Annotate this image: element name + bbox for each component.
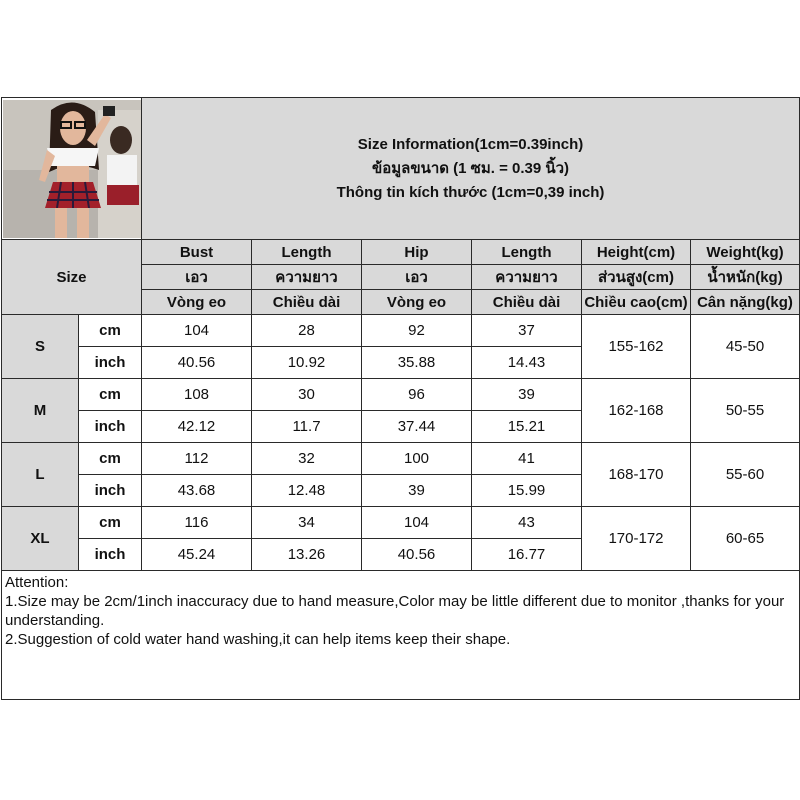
cell-length: 10.92	[252, 347, 362, 379]
size-name: M	[2, 379, 79, 443]
cell-weight: 45-50	[691, 315, 800, 379]
header-hip-vi: Vòng eo	[362, 290, 472, 315]
cell-height: 155-162	[582, 315, 691, 379]
attention-note-1: 1.Size may be 2cm/1inch inaccuracy due to hand measure,Color may be little different due to monitor ,thanks for your understanding.	[5, 593, 785, 629]
cell-length-2: 43	[472, 507, 582, 539]
cell-length: 11.7	[252, 411, 362, 443]
cell-height: 170-172	[582, 507, 691, 571]
cell-length: 28	[252, 315, 362, 347]
cell-hip: 104	[362, 507, 472, 539]
header-height-vi: Chiều cao(cm)	[582, 290, 691, 315]
unit-label: inch	[79, 347, 142, 379]
cell-length: 32	[252, 443, 362, 475]
cell-bust: 104	[142, 315, 252, 347]
cell-length-2: 14.43	[472, 347, 582, 379]
cell-bust: 45.24	[142, 539, 252, 571]
cell-length-2: 39	[472, 379, 582, 411]
cell-length-2: 15.21	[472, 411, 582, 443]
cell-length-2: 41	[472, 443, 582, 475]
cell-length: 12.48	[252, 475, 362, 507]
size-table	[1, 97, 800, 700]
size-header: Size	[2, 240, 142, 315]
header-weight-vi: Cân nặng(kg)	[691, 290, 800, 315]
header-hip: Hip	[362, 240, 472, 265]
cell-bust: 40.56	[142, 347, 252, 379]
table-row	[2, 443, 800, 475]
title-english: Size Information(1cm=0.39inch)	[357, 135, 584, 153]
header-length-2-thai: ความยาว	[472, 265, 582, 290]
table-row	[2, 315, 800, 347]
cell-bust: 42.12	[142, 411, 252, 443]
unit-label: inch	[79, 539, 142, 571]
cell-height: 162-168	[582, 379, 691, 443]
cell-weight: 50-55	[691, 379, 800, 443]
header-hip-thai: เอว	[362, 265, 472, 290]
header-height-thai: ส่วนสูง(cm)	[582, 265, 691, 290]
cell-hip: 40.56	[362, 539, 472, 571]
cell-height: 168-170	[582, 443, 691, 507]
cell-length-2: 37	[472, 315, 582, 347]
header-length-vi: Chiều dài	[252, 290, 362, 315]
cell-weight: 55-60	[691, 443, 800, 507]
unit-label: cm	[79, 315, 142, 347]
cell-hip: 100	[362, 443, 472, 475]
product-photo-cell	[2, 98, 142, 240]
table-row	[2, 507, 800, 539]
header-length-2: Length	[472, 240, 582, 265]
header-bust-thai: เอว	[142, 265, 252, 290]
cell-length: 30	[252, 379, 362, 411]
model-illustration	[3, 100, 141, 238]
header-length: Length	[252, 240, 362, 265]
cell-hip: 35.88	[362, 347, 472, 379]
corner-marker-icon	[141, 98, 142, 103]
unit-label: cm	[79, 379, 142, 411]
cell-bust: 43.68	[142, 475, 252, 507]
cell-bust: 116	[142, 507, 252, 539]
attention-notes	[2, 571, 800, 700]
cell-hip: 92	[362, 315, 472, 347]
attention-heading: Attention:	[5, 574, 69, 591]
cell-length: 34	[252, 507, 362, 539]
unit-label: cm	[79, 507, 142, 539]
header-height: Height(cm)	[582, 240, 691, 265]
cell-length-2: 15.99	[472, 475, 582, 507]
unit-label: inch	[79, 475, 142, 507]
header-bust: Bust	[142, 240, 252, 265]
cell-bust: 112	[142, 443, 252, 475]
attention-note-2: 2.Suggestion of cold water hand washing,it can help items keep their shape.	[5, 631, 511, 648]
cell-hip: 39	[362, 475, 472, 507]
header-weight: Weight(kg)	[691, 240, 800, 265]
title-thai: ข้อมูลขนาด (1 ซม. = 0.39 นิ้ว)	[371, 159, 570, 177]
header-length-2-vi: Chiều dài	[472, 290, 582, 315]
title-block	[142, 98, 800, 240]
cell-length: 13.26	[252, 539, 362, 571]
header-length-thai: ความยาว	[252, 265, 362, 290]
size-chart	[1, 97, 799, 703]
product-photo	[3, 100, 141, 238]
size-name: S	[2, 315, 79, 379]
cell-bust: 108	[142, 379, 252, 411]
size-name: L	[2, 443, 79, 507]
header-bust-vi: Vòng eo	[142, 290, 252, 315]
header-weight-thai: น้ำหนัก(kg)	[691, 265, 800, 290]
cell-length-2: 16.77	[472, 539, 582, 571]
unit-label: cm	[79, 443, 142, 475]
title-vietnamese: Thông tin kích thước (1cm=0,39 inch)	[336, 183, 605, 201]
cell-hip: 96	[362, 379, 472, 411]
size-name: XL	[2, 507, 79, 571]
table-row	[2, 379, 800, 411]
cell-hip: 37.44	[362, 411, 472, 443]
unit-label: inch	[79, 411, 142, 443]
cell-weight: 60-65	[691, 507, 800, 571]
